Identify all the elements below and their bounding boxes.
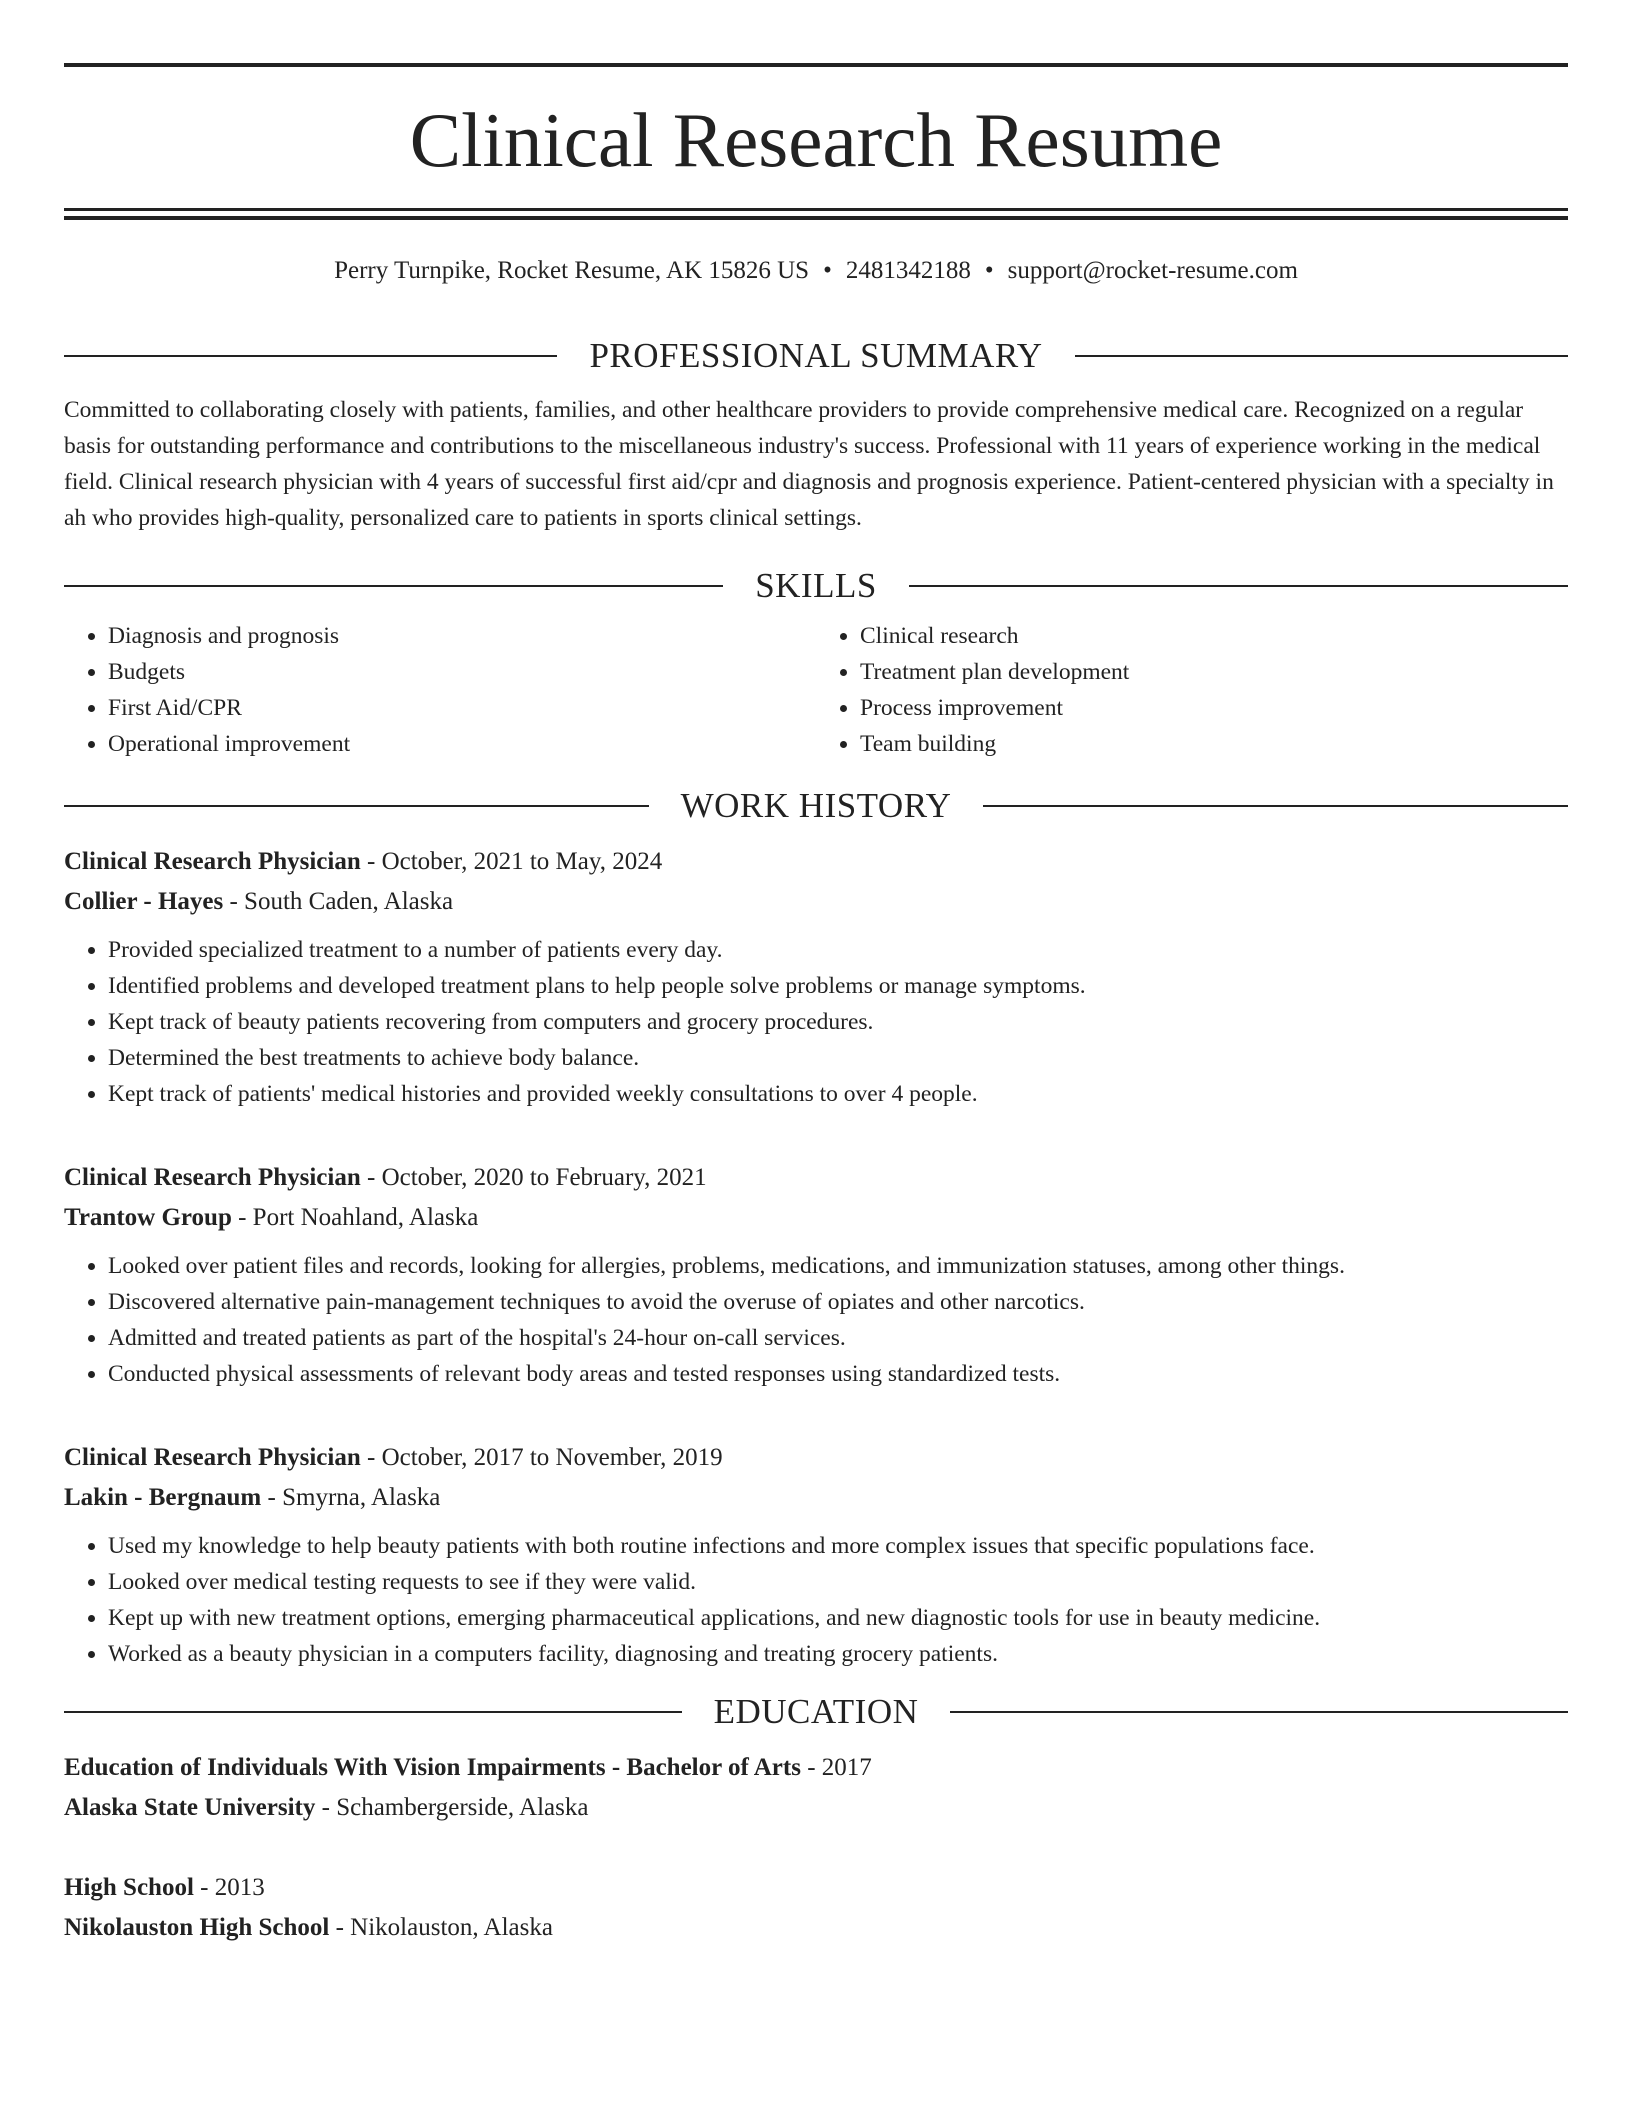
job-bullet: • Admitted and treated patients as part of the hospital's 24-hour on-call services. xyxy=(108,1320,1568,1356)
contact-address: Perry Turnpike, Rocket Resume, AK 15826 US xyxy=(334,257,810,284)
job-bullet: • Determined the best treatments to achieve body balance. xyxy=(108,1040,1568,1076)
skill-item: • Operational improvement xyxy=(108,726,816,762)
job-bullet: • Kept up with new treatment options, emerging pharmaceutical applications, and new diagnostic tools for use in beauty medicine. xyxy=(108,1600,1568,1636)
job-bullet: • Kept track of beauty patients recovering from computers and grocery procedures. xyxy=(108,1004,1568,1040)
section-heading-work-history xyxy=(64,780,1568,832)
skills-list xyxy=(64,618,1568,762)
job-title: Clinical Research Physician xyxy=(64,1164,361,1191)
job-bullet: • Worked as a beauty physician in a computers facility, diagnosing and treating grocery patients. xyxy=(108,1636,1568,1672)
skill-item: • Process improvement xyxy=(860,690,1568,726)
education-entry xyxy=(64,1868,1568,1948)
skill-item: • Budgets xyxy=(108,654,816,690)
skill-item: • Clinical research xyxy=(860,618,1568,654)
skill-item: • First Aid/CPR xyxy=(108,690,816,726)
job-location: - Port Noahland, Alaska xyxy=(231,1204,479,1231)
job-dates: - October, 2017 to November, 2019 xyxy=(360,1444,723,1471)
skill-item: • Diagnosis and prognosis xyxy=(108,618,816,654)
contact-separator: • xyxy=(823,257,832,284)
job-bullet: • Conducted physical assessments of relevant body areas and tested responses using standardized tests. xyxy=(108,1356,1568,1392)
job-location: - South Caden, Alaska xyxy=(223,888,454,915)
job-dates: - October, 2021 to May, 2024 xyxy=(360,848,663,875)
contact-phone: 2481342188 xyxy=(845,257,971,284)
job-bullet: • Identified problems and developed treatment plans to help people solve problems or manage symptoms. xyxy=(108,968,1568,1004)
job-bullet: • Looked over medical testing requests to see if they were valid. xyxy=(108,1564,1568,1600)
skills-column-right xyxy=(816,618,1568,762)
job-dates: - October, 2020 to February, 2021 xyxy=(360,1164,707,1191)
job-company: Lakin - Bergnaum xyxy=(64,1484,262,1511)
job-entry xyxy=(64,1158,1568,1392)
job-bullet: • Discovered alternative pain-management techniques to avoid the overuse of opiates and other narcotics. xyxy=(108,1284,1568,1320)
resume-title: Clinical Research Resume xyxy=(409,97,1223,183)
job-bullets xyxy=(64,1528,1568,1672)
education-location: - Schambergerside, Alaska xyxy=(315,1794,589,1821)
job-title: Clinical Research Physician xyxy=(64,848,361,875)
education-entry xyxy=(64,1748,1568,1828)
job-bullets xyxy=(64,932,1568,1112)
education-degree: High School xyxy=(64,1874,194,1901)
section-heading-label: SKILLS xyxy=(755,566,877,605)
job-bullets xyxy=(64,1248,1568,1392)
section-heading-summary xyxy=(64,330,1568,382)
skills-column-left xyxy=(64,618,816,762)
skill-item: • Treatment plan development xyxy=(860,654,1568,690)
education-school: Alaska State University xyxy=(64,1794,316,1821)
contact-separator: • xyxy=(984,257,994,284)
job-bullet: • Looked over patient files and records, looking for allergies, problems, medications, and immunization statuses, among other things. xyxy=(108,1248,1568,1284)
job-entry xyxy=(64,1438,1568,1672)
job-company: Trantow Group xyxy=(64,1204,232,1231)
contact-line xyxy=(64,254,1568,288)
job-title: Clinical Research Physician xyxy=(64,1444,361,1471)
education-year: - 2017 xyxy=(800,1754,872,1781)
top-rule xyxy=(64,63,1568,67)
section-heading-skills xyxy=(64,560,1568,612)
job-bullet: • Provided specialized treatment to a number of patients every day. xyxy=(108,932,1568,968)
skill-item: • Team building xyxy=(860,726,1568,762)
education-degree: Education of Individuals With Vision Impairments - Bachelor of Arts xyxy=(64,1754,801,1781)
education-location: - Nikolauston, Alaska xyxy=(329,1914,553,1941)
job-entry xyxy=(64,842,1568,1112)
job-company: Collier - Hayes xyxy=(64,888,224,915)
title-double-rule xyxy=(64,208,1568,220)
section-heading-education xyxy=(64,1686,1568,1738)
education-school: Nikolauston High School xyxy=(64,1914,330,1941)
job-bullet: • Kept track of patients' medical histories and provided weekly consultations to over 4 people. xyxy=(108,1076,1568,1112)
resume-content xyxy=(64,330,1568,1948)
contact-email: support@rocket-resume.com xyxy=(1007,257,1298,284)
job-location: - Smyrna, Alaska xyxy=(261,1484,441,1511)
section-heading-label: PROFESSIONAL SUMMARY xyxy=(589,336,1043,375)
section-heading-label: EDUCATION xyxy=(713,1692,919,1731)
summary-text: Committed to collaborating closely with patients, families, and other healthcare providers to provide comprehensive medical care. Recognized on a regular basis for outstanding performance and contributions to the miscellaneous industry's success. Professional with 11 years of experience working in the medical field. Clinical research physician with 4 years of successful first aid/cpr and diagnosis and prognosis experience. Patient-centered physician with a specialty in ah who provides high-quality, personalized care to patients in sports clinical settings. xyxy=(64,397,1554,531)
job-bullet: • Used my knowledge to help beauty patients with both routine infections and more complex issues that specific populations face. xyxy=(108,1528,1568,1564)
education-year: - 2013 xyxy=(193,1874,265,1901)
section-heading-label: WORK HISTORY xyxy=(680,786,952,825)
